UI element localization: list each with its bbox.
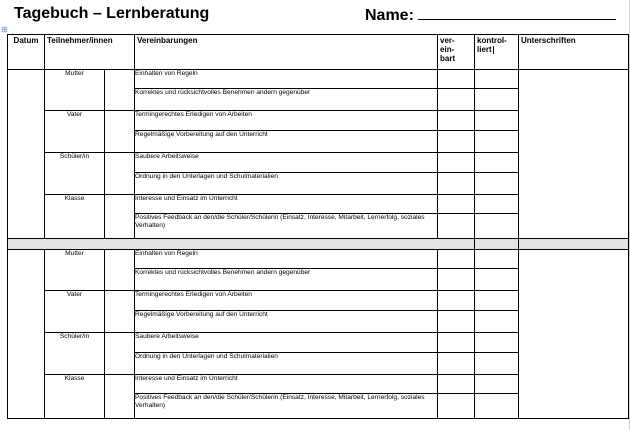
name-input-line[interactable] [418,5,616,20]
agreement-item: Korrektes und rücksichtvolles Benehmen andern gegenüber [135,89,438,111]
participant-label: Vater [45,291,105,333]
participant-check-cell[interactable] [105,291,135,333]
checked-cell[interactable] [475,269,519,291]
agreed-cell[interactable] [438,89,475,111]
col-header-vereinbart-line2: ein- [440,45,455,54]
agreed-cell[interactable] [438,333,475,353]
agreement-item: Termingerechtes Erledigen von Arbeiten [135,291,438,311]
separator-row [8,239,629,250]
checked-cell[interactable] [475,89,519,111]
checked-cell[interactable] [475,394,519,419]
journal-table [7,34,629,419]
participant-check-cell[interactable] [105,111,135,153]
agreed-cell[interactable] [438,394,475,419]
table-separator [8,239,629,250]
checked-cell[interactable] [475,195,519,214]
agreement-item: Ordnung in den Unterlagen und Schulmaterialien [135,173,438,195]
table-row [8,70,629,89]
participant-check-cell[interactable] [105,70,135,111]
checked-cell[interactable] [475,70,519,89]
agreement-item: Einhalten von Regeln [135,70,438,89]
agreed-cell[interactable] [438,375,475,394]
col-header-vereinbart-line3: bart [440,54,456,63]
col-header-kontrolliert [475,35,519,70]
col-header-datum: Datum [8,35,45,70]
agreed-cell[interactable] [438,173,475,195]
agreement-item: Regelmäßige Vorbereitung auf den Unterricht [135,311,438,333]
participant-label: Mutter [45,70,105,111]
participant-label: Vater [45,111,105,153]
participant-label: Schüler/in [45,333,105,375]
agreed-cell[interactable] [438,153,475,173]
agreement-item: Regelmäßige Vorbereitung auf den Unterricht [135,131,438,153]
agreed-cell[interactable] [438,311,475,333]
agreed-cell[interactable] [438,70,475,89]
participant-check-cell[interactable] [105,250,135,291]
col-header-vereinbarungen: Vereinbarungen [135,35,438,70]
date-cell[interactable] [8,70,45,239]
participant-label: Klasse [45,195,105,239]
agreement-item: Positives Feedback an den/die Schüler/Schülerin (Einsatz, Interesse, Mitarbeit, Lernerfolg, soziales Verhalten) [135,214,438,239]
col-header-kontrolliert-line1: kontrol- [477,36,507,45]
col-header-unterschriften: Unterschriften [519,35,629,70]
name-label: Name: [365,7,414,24]
agreed-cell[interactable] [438,269,475,291]
participant-label: Klasse [45,375,105,419]
agreed-cell[interactable] [438,195,475,214]
document-title: Tagebuch – Lernberatung [14,5,210,22]
agreement-item: Saubere Arbeitsweise [135,333,438,353]
agreement-item: Positives Feedback an den/die Schüler/Schülerin (Einsatz, Interesse, Mitarbeit, Lernerfolg, soziales Verhalten) [135,394,438,419]
name-field [365,5,616,25]
separator-cell [519,239,629,250]
participant-check-cell[interactable] [105,195,135,239]
agreement-item: Interesse und Einsatz im Unterricht [135,375,438,394]
participant-label: Mutter [45,250,105,291]
agreed-cell[interactable] [438,131,475,153]
participant-check-cell[interactable] [105,153,135,195]
checked-cell[interactable] [475,153,519,173]
table-section [8,250,629,419]
agreement-item: Korrektes und rücksichtvolles Benehmen andern gegenüber [135,269,438,291]
col-header-teilnehmer: Teilnehmer/innen [45,35,135,70]
agreed-cell[interactable] [438,250,475,269]
agreed-cell[interactable] [438,353,475,375]
checked-cell[interactable] [475,111,519,131]
table-row [8,250,629,269]
col-header-vereinbart-line1: ver- [440,36,455,45]
checked-cell[interactable] [475,173,519,195]
separator-cell [475,239,519,250]
col-header-vereinbart [438,35,475,70]
agreement-item: Termingerechtes Erledigen von Arbeiten [135,111,438,131]
table-anchor-icon[interactable]: ⊞ [1,25,8,34]
checked-cell[interactable] [475,333,519,353]
table-section [8,70,629,239]
agreed-cell[interactable] [438,111,475,131]
agreement-item: Ordnung in den Unterlagen und Schulmaterialien [135,353,438,375]
separator-cell [8,239,475,250]
checked-cell[interactable] [475,214,519,239]
date-cell[interactable] [8,250,45,419]
col-header-kontrolliert-line2: liert [477,45,492,54]
signature-cell[interactable] [519,70,629,239]
participant-label: Schüler/in [45,153,105,195]
agreement-item: Interesse und Einsatz im Unterricht [135,195,438,214]
agreement-item: Einhalten von Regeln [135,250,438,269]
agreed-cell[interactable] [438,214,475,239]
text-cursor [493,46,494,54]
checked-cell[interactable] [475,375,519,394]
participant-check-cell[interactable] [105,375,135,419]
agreement-item: Saubere Arbeitsweise [135,153,438,173]
checked-cell[interactable] [475,291,519,311]
agreed-cell[interactable] [438,291,475,311]
participant-check-cell[interactable] [105,333,135,375]
checked-cell[interactable] [475,250,519,269]
checked-cell[interactable] [475,311,519,333]
checked-cell[interactable] [475,131,519,153]
checked-cell[interactable] [475,353,519,375]
signature-cell[interactable] [519,250,629,419]
